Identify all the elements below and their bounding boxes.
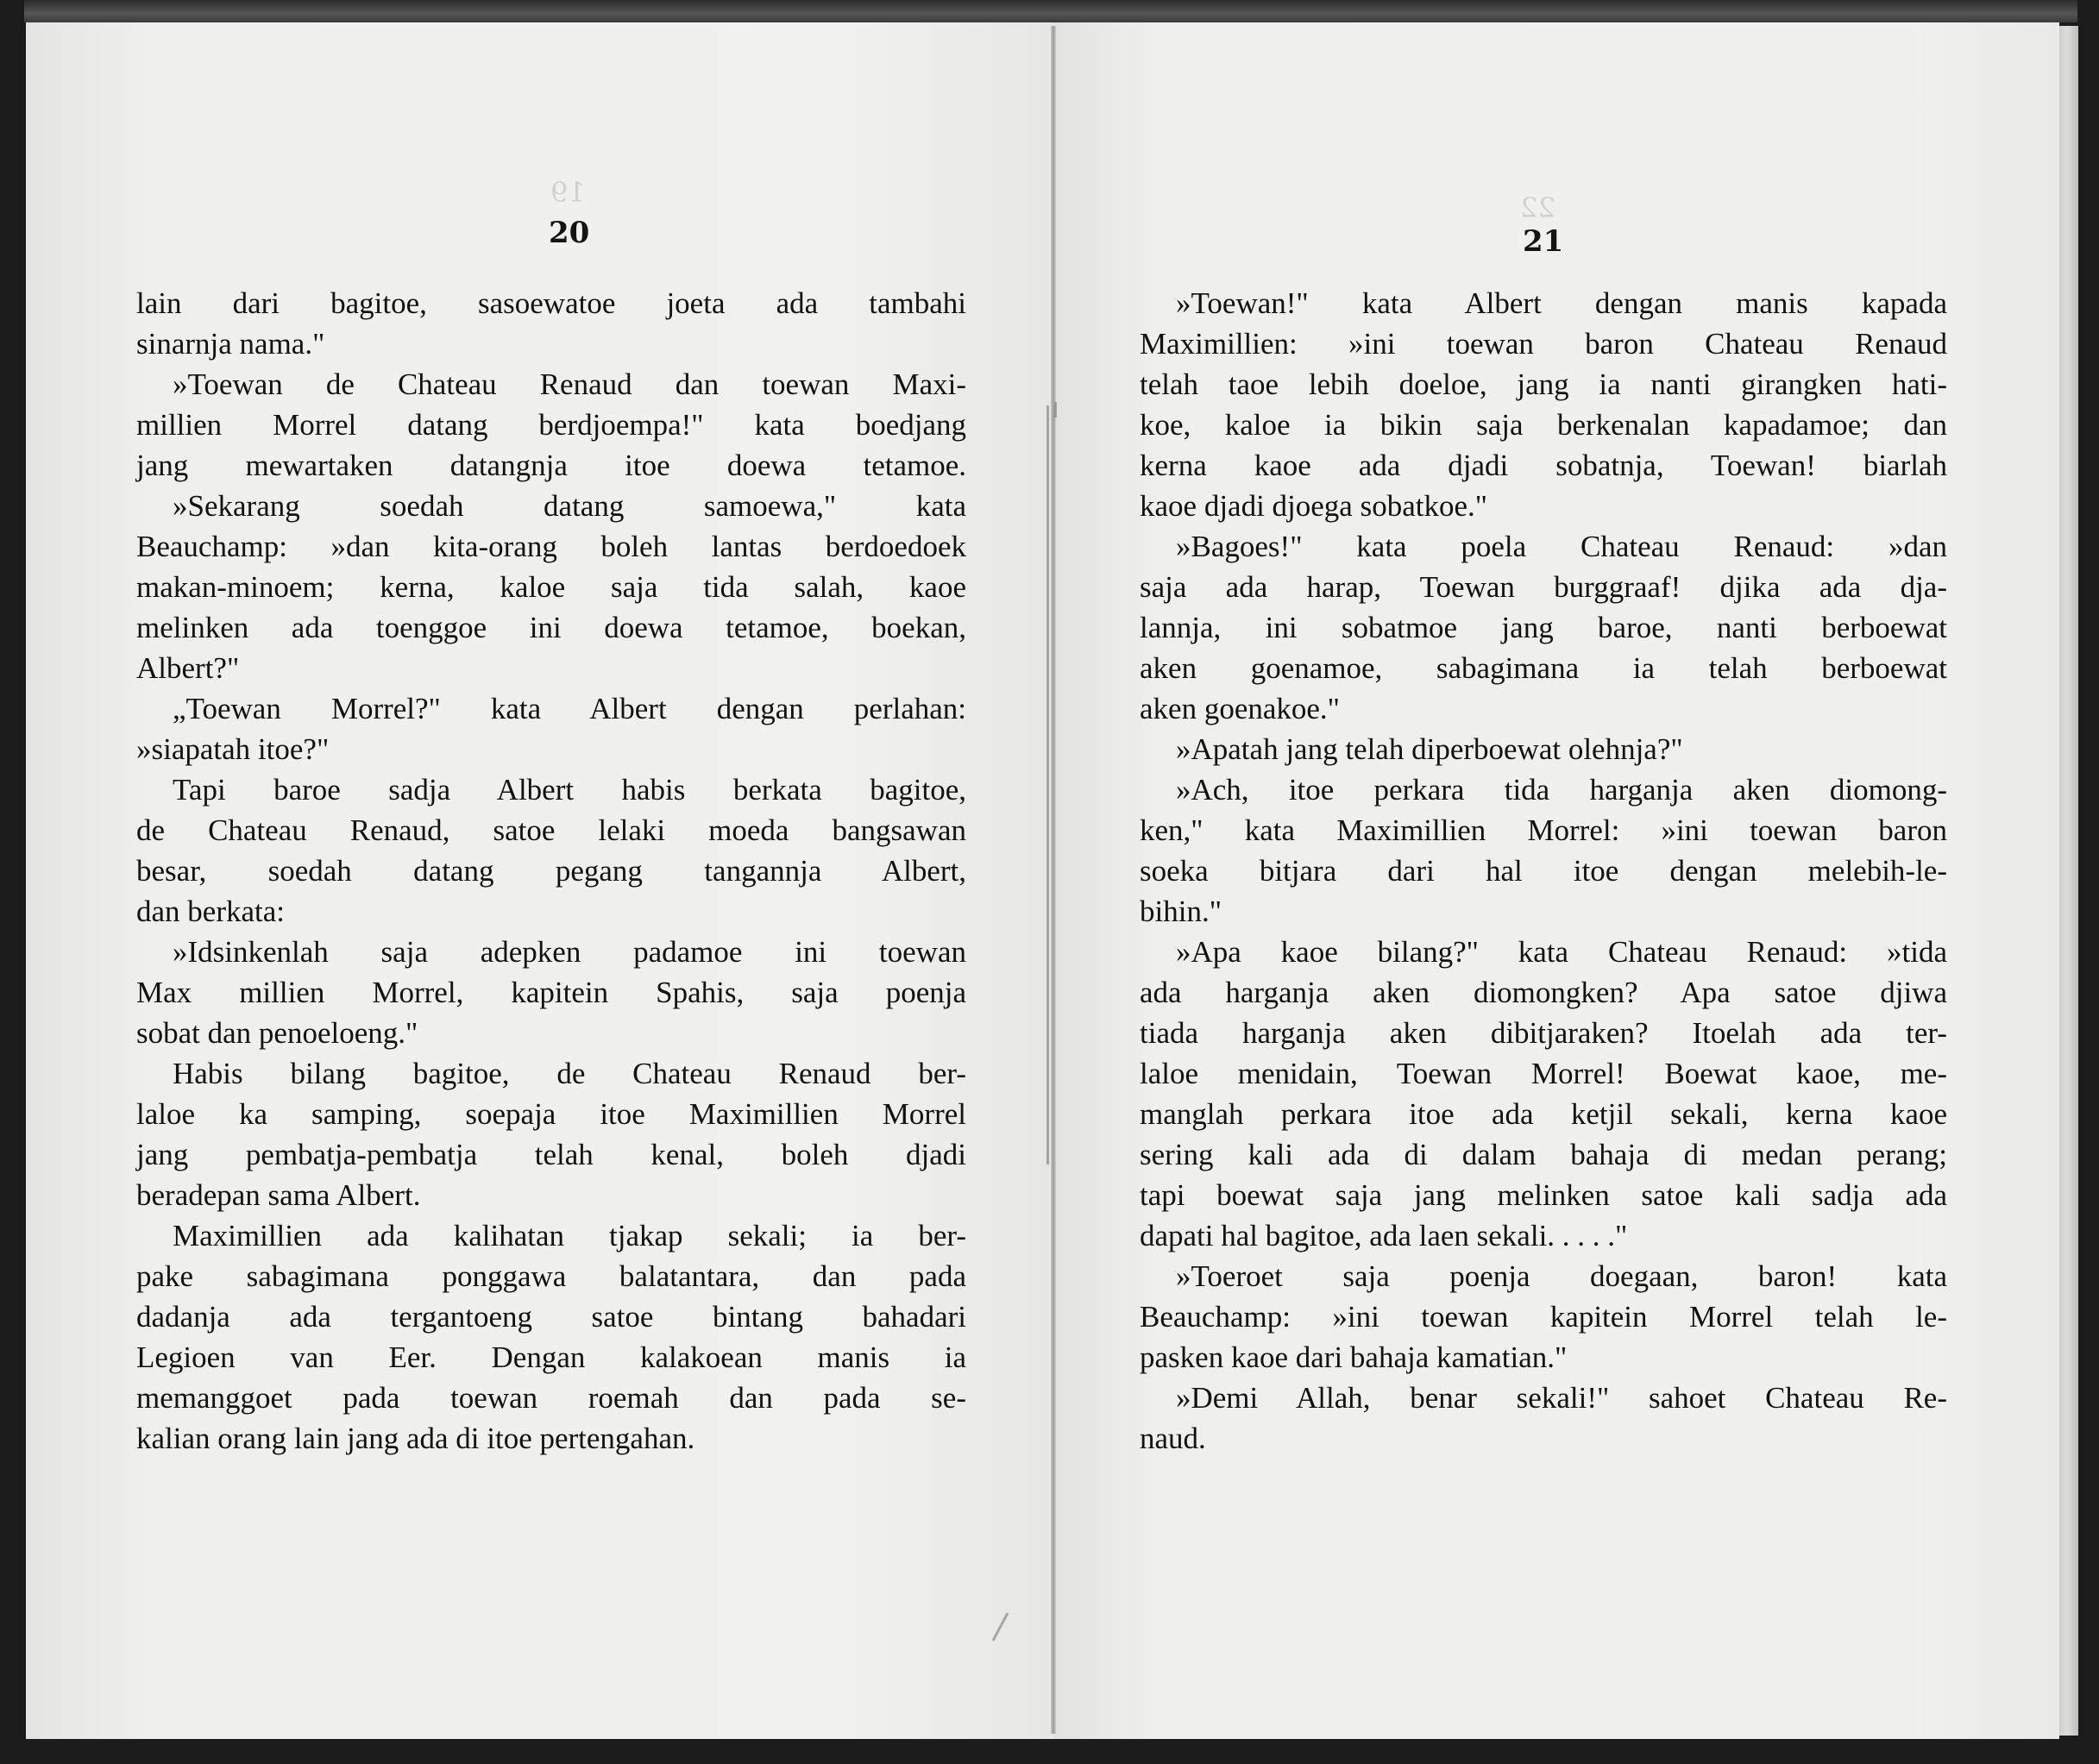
- text-line: tiada harganja aken dibitjaraken? Itoelah ada ter-: [1140, 1016, 1947, 1050]
- left-page-text: [136, 283, 966, 1459]
- text-line: Beauchamp: »ini toewan kapitein Morrel telah le-: [1140, 1300, 1947, 1334]
- bleed-through-folio-right: 22: [1520, 191, 1555, 224]
- book-gutter: [1051, 26, 1056, 1734]
- text-line: dan berkata:: [136, 895, 285, 928]
- text-line: »Apatah jang telah diperboewat olehnja?": [1176, 732, 1683, 766]
- text-line: jang mewartaken datangnja itoe doewa tetamoe.: [136, 449, 966, 482]
- text-line: kaoe djadi djoega sobatkoe.": [1140, 489, 1488, 523]
- text-line: dapati hal bagitoe, ada laen sekali. . . . .": [1140, 1219, 1628, 1252]
- text-line: pake sabagimana ponggawa balatantara, dan pada: [136, 1259, 966, 1293]
- text-line: »Toewan!" kata Albert dengan manis kapada: [1176, 286, 1947, 320]
- text-line: Habis bilang bagitoe, de Chateau Renaud ber-: [173, 1057, 966, 1090]
- text-line: melinken ada toenggoe ini doewa tetamoe, boekan,: [136, 611, 966, 644]
- text-line: dadanja ada tergantoeng satoe bintang bahadari: [136, 1300, 966, 1334]
- right-page-edge: [2059, 26, 2078, 1736]
- text-line: »Demi Allah, benar sekali!" sahoet Chateau Re-: [1176, 1381, 1947, 1415]
- text-line: laloe menidain, Toewan Morrel! Boewat kaoe, me-: [1140, 1057, 1947, 1090]
- text-line: manglah perkara itoe ada ketjil sekali, kerna kaoe: [1140, 1097, 1947, 1131]
- text-line: kalian orang lain jang ada di itoe pertengahan.: [136, 1422, 695, 1455]
- text-line: »Sekarang soedah datang samoewa," kata: [173, 489, 966, 523]
- text-line: »Idsinkenlah saja adepken padamoe ini toewan: [173, 935, 966, 969]
- text-line: naud.: [1140, 1422, 1206, 1455]
- text-line: Tapi baroe sadja Albert habis berkata bagitoe,: [173, 773, 966, 807]
- text-line: Maximillien: »ini toewan baron Chateau Renaud: [1140, 327, 1947, 361]
- bleed-through-folio-left: 19: [550, 176, 586, 209]
- text-line: sobat dan penoeloeng.": [136, 1016, 418, 1050]
- text-line: pasken kaoe dari bahaja kamatian.": [1140, 1340, 1568, 1374]
- text-line: sinarnja nama.": [136, 327, 325, 361]
- right-page-text: [1140, 283, 1947, 1459]
- text-line: lannja, ini sobatmoe jang baroe, nanti berboewat: [1140, 611, 1947, 644]
- text-line: Beauchamp: »dan kita-orang boleh lantas berdoedoek: [136, 530, 966, 563]
- text-line: »Bagoes!" kata poela Chateau Renaud: »dan: [1176, 530, 1947, 563]
- text-line: memanggoet pada toewan roemah dan pada se-: [136, 1381, 966, 1415]
- text-line: laloe ka samping, soepaja itoe Maximillien Morrel: [136, 1097, 966, 1131]
- text-line: millien Morrel datang berdjoempa!" kata boedjang: [136, 408, 966, 442]
- text-line: soeka bitjara dari hal itoe dengan melebih-le-: [1140, 854, 1947, 888]
- text-line: „Toewan Morrel?" kata Albert dengan perlahan:: [173, 692, 966, 725]
- scan-top-edge: [24, 0, 2077, 22]
- text-line: aken goenakoe.": [1140, 692, 1340, 725]
- text-line: tapi boewat saja jang melinken satoe kali sadja ada: [1140, 1178, 1947, 1212]
- text-line: makan-minoem; kerna, kaloe saja tida salah, kaoe: [136, 570, 966, 604]
- text-line: »Toewan de Chateau Renaud dan toewan Maxi-: [173, 367, 966, 401]
- text-line: »siapatah itoe?": [136, 732, 330, 766]
- text-line: telah taoe lebih doeloe, jang ia nanti girangken hati-: [1140, 367, 1947, 401]
- text-line: lain dari bagitoe, sasoewatoe joeta ada tambahi: [136, 286, 966, 320]
- text-line: Legioen van Eer. Dengan kalakoean manis ia: [136, 1340, 966, 1374]
- text-line: kerna kaoe ada djadi sobatnja, Toewan! biarlah: [1140, 449, 1947, 482]
- text-line: bihin.": [1140, 895, 1222, 928]
- text-line: sering kali ada di dalam bahaja di medan perang;: [1140, 1138, 1947, 1171]
- text-line: jang pembatja-pembatja telah kenal, boleh djadi: [136, 1138, 966, 1171]
- text-line: Albert?": [136, 651, 240, 685]
- left-page-number: 20: [549, 216, 590, 250]
- gutter-shadow-line: [1046, 405, 1049, 1164]
- text-line: aken goenamoe, sabagimana ia telah berboewat: [1140, 651, 1947, 685]
- text-line: ada harganja aken diomongken? Apa satoe djiwa: [1140, 976, 1947, 1009]
- text-line: »Toeroet saja poenja doegaan, baron! kata: [1176, 1259, 1947, 1293]
- text-line: Max millien Morrel, kapitein Spahis, saja poenja: [136, 976, 966, 1009]
- text-line: besar, soedah datang pegang tangannja Albert,: [136, 854, 966, 888]
- text-line: ken," kata Maximillien Morrel: »ini toewan baron: [1140, 813, 1947, 847]
- text-line: »Apa kaoe bilang?" kata Chateau Renaud: »tida: [1176, 935, 1947, 969]
- text-line: saja ada harap, Toewan burggraaf! djika ada dja-: [1140, 570, 1947, 604]
- text-line: »Ach, itoe perkara tida harganja aken diomong-: [1176, 773, 1947, 807]
- right-page-number: 21: [1523, 224, 1564, 259]
- text-line: koe, kaloe ia bikin saja berkenalan kapadamoe; dan: [1140, 408, 1947, 442]
- text-line: beradepan sama Albert.: [136, 1178, 421, 1212]
- text-line: Maximillien ada kalihatan tjakap sekali; ia ber-: [173, 1219, 966, 1252]
- scan-artifact-mark: [1054, 402, 1057, 417]
- text-line: de Chateau Renaud, satoe lelaki moeda bangsawan: [136, 813, 966, 847]
